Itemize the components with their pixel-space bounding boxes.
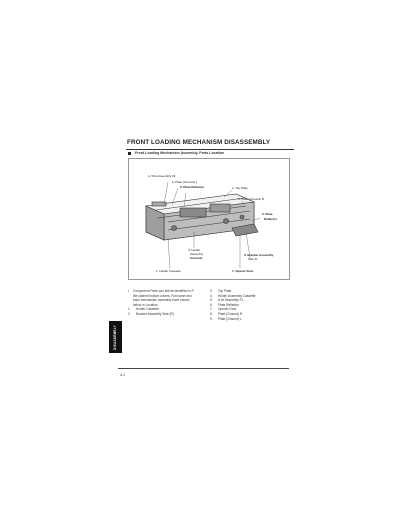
item-label: Opener Door [218, 307, 237, 312]
callout-label: 3. Bracket Assembly [244, 253, 274, 257]
callout-label: 1. Holder Cassette [156, 269, 181, 273]
list-item [128, 312, 208, 317]
item-number: 1. [128, 307, 131, 312]
callout-label: b. Plate (Ground) L [172, 180, 198, 184]
item-label: A ch Assembly F.L. [218, 298, 245, 303]
parts-list [210, 289, 290, 321]
intro-line: below in Location. [133, 302, 159, 307]
item-number: 4. [210, 293, 213, 298]
callout-label: 4. Holder [188, 248, 201, 252]
page-title: FRONT LOADING MECHANISM DISASSEMBLY [127, 139, 271, 146]
section-heading [128, 151, 224, 155]
item-label: Top Plate [218, 289, 232, 293]
intro-text-block [128, 289, 208, 317]
side-tab-label: DISASSEMBLY [112, 324, 117, 350]
mechanism-figure [128, 158, 290, 280]
section-side-tab [109, 321, 122, 353]
section-title: Front Loading Mechanism Assembly, Parts Location [135, 151, 225, 155]
intro-line: Component Parts can still be identified in P [133, 289, 194, 293]
callout-label: 8. Plate (Ground) R [238, 197, 265, 201]
item-number: 2. [128, 311, 131, 316]
intro-line: the cabinet bottom covers. Full name and [133, 293, 192, 298]
item-label: Holder Cassette [136, 307, 159, 312]
item-label: Bracket Assembly Side (R) [136, 311, 174, 316]
intro-line: each mechanism assembly have shown [133, 298, 190, 303]
item-number: 3. [210, 289, 213, 293]
title-rule [126, 149, 294, 150]
callout-label: Side R [248, 257, 258, 261]
square-bullet-icon [128, 152, 131, 155]
item-label: Plate (Ground) R [218, 311, 243, 316]
item-label: Plate Reflector [218, 302, 239, 307]
callout-label: 7. Opener Door [232, 269, 254, 273]
callout-label: a. Wire Assembly Fil. [148, 174, 177, 178]
item-label: Plate (Ground) L [218, 316, 242, 321]
item-number: 6. [210, 302, 213, 307]
list-item [210, 317, 290, 322]
footer-rule [118, 368, 289, 369]
callout-label: 6. Plate Reflector [180, 185, 205, 189]
callout-label: Assembly [190, 252, 204, 256]
callout-label: Cassette [190, 256, 203, 260]
item-number: 9. [210, 316, 213, 321]
item-label: Holder Assembly Cassette [218, 293, 256, 298]
callout-label: 5. Plate [262, 212, 273, 216]
page-number: 4-1 [120, 373, 126, 377]
item-number: 8. [210, 311, 213, 316]
callout-label: 2. Top Plate [232, 186, 248, 190]
mechanism-illustration [128, 158, 290, 280]
item-number: 5. [210, 298, 213, 303]
item-number: 7. [210, 307, 213, 312]
callout-label: Reflector [264, 217, 278, 221]
bullet-icon: • [128, 289, 130, 293]
